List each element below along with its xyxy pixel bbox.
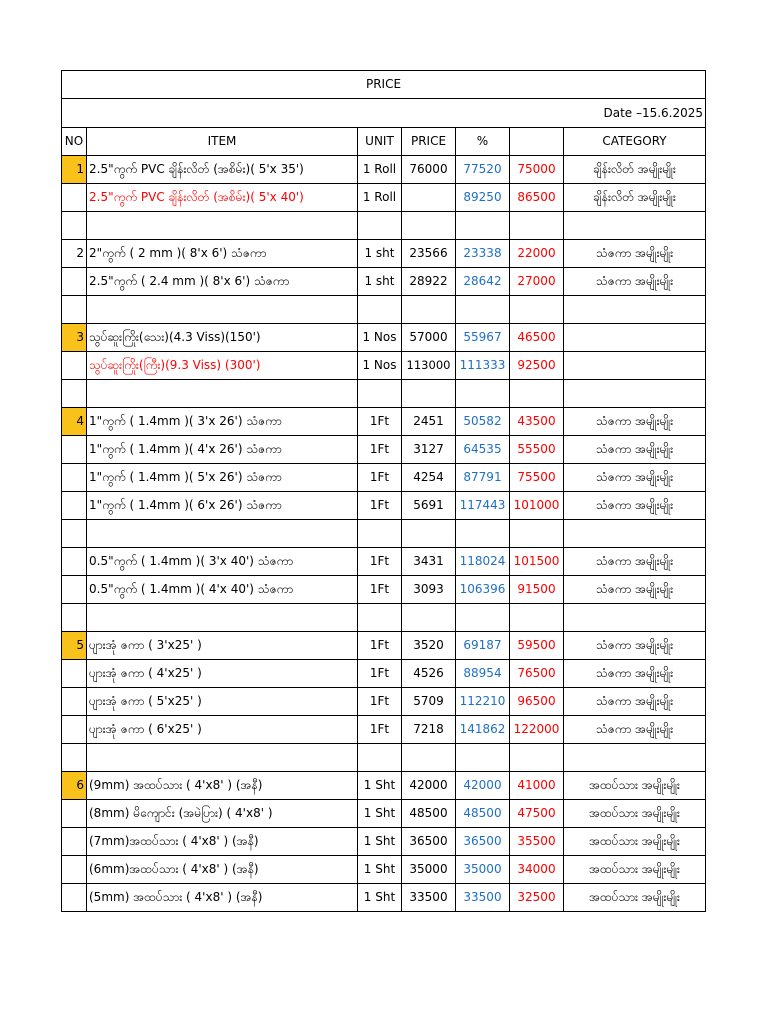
category-cell: သံဇကာ အမျိုးမျိုး	[564, 408, 706, 436]
category-cell: အထပ်သား အမျိုးမျိုး	[564, 828, 706, 856]
item-name: 1"ကွက် ( 1.4mm )( 4'x 26') သံဇကာ	[87, 436, 358, 464]
item-name	[87, 212, 358, 240]
category-cell	[564, 324, 706, 352]
table-row	[62, 800, 706, 828]
discount-price-cell: 47500	[510, 800, 564, 828]
item-name: 2.5"ကွက် ( 2.4 mm )( 8'x 6') သံဇကာ	[87, 268, 358, 296]
row-number	[62, 436, 87, 464]
unit-cell: 1Ft	[358, 492, 402, 520]
discount-price-cell: 22000	[510, 240, 564, 268]
table-row	[62, 352, 706, 380]
category-cell	[564, 212, 706, 240]
percent-price-cell: 48500	[456, 800, 510, 828]
percent-price-cell: 87791	[456, 464, 510, 492]
discount-price-cell: 34000	[510, 856, 564, 884]
price-cell: 35000	[402, 856, 456, 884]
percent-price-cell: 69187	[456, 632, 510, 660]
category-cell	[564, 296, 706, 324]
unit-cell: 1Ft	[358, 688, 402, 716]
unit-cell: 1 Sht	[358, 772, 402, 800]
price-cell	[402, 184, 456, 212]
item-name: (7mm)အထပ်သား ( 4'x8' ) (အနီ)	[87, 828, 358, 856]
table-row	[62, 716, 706, 744]
table-row	[62, 688, 706, 716]
discount-price-cell: 35500	[510, 828, 564, 856]
row-number: 4	[62, 408, 87, 436]
price-cell	[402, 744, 456, 772]
blank-row	[62, 604, 706, 632]
price-cell: 4526	[402, 660, 456, 688]
table-row	[62, 408, 706, 436]
row-number	[62, 576, 87, 604]
price-cell: 113000	[402, 352, 456, 380]
category-cell: သံဇကာ အမျိုးမျိုး	[564, 436, 706, 464]
table-row	[62, 184, 706, 212]
discount-price-cell: 91500	[510, 576, 564, 604]
item-name: 1"ကွက် ( 1.4mm )( 6'x 26') သံဇကာ	[87, 492, 358, 520]
item-name: ပျားအုံ ဇကာ ( 5'x25' )	[87, 688, 358, 716]
item-name: ပျားအုံ ဇကာ ( 6'x25' )	[87, 716, 358, 744]
price-cell: 3520	[402, 632, 456, 660]
unit-cell: 1 Nos	[358, 352, 402, 380]
item-name: 1"ကွက် ( 1.4mm )( 3'x 26') သံဇကာ	[87, 408, 358, 436]
item-name: သွပ်ဆူးကြိုး(ကြီး)(9.3 Viss) (300')	[87, 352, 358, 380]
header-price: PRICE	[402, 128, 456, 156]
unit-cell	[358, 604, 402, 632]
percent-price-cell	[456, 212, 510, 240]
row-number	[62, 520, 87, 548]
unit-cell: 1Ft	[358, 548, 402, 576]
price-cell: 48500	[402, 800, 456, 828]
unit-cell	[358, 212, 402, 240]
discount-price-cell: 55500	[510, 436, 564, 464]
row-number	[62, 604, 87, 632]
percent-price-cell: 35000	[456, 856, 510, 884]
percent-price-cell	[456, 520, 510, 548]
discount-price-cell	[510, 212, 564, 240]
category-cell: သံဇကာ အမျိုးမျိုး	[564, 576, 706, 604]
price-cell: 57000	[402, 324, 456, 352]
percent-price-cell: 23338	[456, 240, 510, 268]
percent-price-cell: 33500	[456, 884, 510, 912]
table-row	[62, 464, 706, 492]
price-cell: 4254	[402, 464, 456, 492]
item-name: (6mm)အထပ်သား ( 4'x8' ) (အနီ)	[87, 856, 358, 884]
unit-cell: 1 sht	[358, 268, 402, 296]
table-row	[62, 884, 706, 912]
percent-price-cell	[456, 380, 510, 408]
row-number	[62, 856, 87, 884]
category-cell: အထပ်သား အမျိုးမျိုး	[564, 800, 706, 828]
row-number	[62, 184, 87, 212]
price-cell	[402, 520, 456, 548]
discount-price-cell: 41000	[510, 772, 564, 800]
unit-cell: 1Ft	[358, 576, 402, 604]
row-number	[62, 464, 87, 492]
item-name: 2.5"ကွက် PVC ချိန်းလိတ် (အစိမ်း)( 5'x 40')	[87, 184, 358, 212]
item-name: ပျားအုံ ဇကာ ( 4'x25' )	[87, 660, 358, 688]
sheet-title: PRICE	[62, 71, 706, 99]
blank-row	[62, 212, 706, 240]
discount-price-cell: 101500	[510, 548, 564, 576]
category-cell: အထပ်သား အမျိုးမျိုး	[564, 884, 706, 912]
unit-cell: 1 Sht	[358, 800, 402, 828]
category-cell: သံဇကာ အမျိုးမျိုး	[564, 240, 706, 268]
discount-price-cell: 92500	[510, 352, 564, 380]
percent-price-cell: 64535	[456, 436, 510, 464]
category-cell: အထပ်သား အမျိုးမျိုး	[564, 772, 706, 800]
price-cell	[402, 212, 456, 240]
item-name	[87, 380, 358, 408]
blank-row	[62, 296, 706, 324]
table-row	[62, 632, 706, 660]
row-number	[62, 688, 87, 716]
percent-price-cell: 106396	[456, 576, 510, 604]
item-name	[87, 744, 358, 772]
item-name: (8mm) မိကျောင်း (အမဲပြား) ( 4'x8' )	[87, 800, 358, 828]
unit-cell: 1 sht	[358, 240, 402, 268]
table-row	[62, 660, 706, 688]
category-cell: သံဇကာ အမျိုးမျိုး	[564, 688, 706, 716]
percent-price-cell: 55967	[456, 324, 510, 352]
discount-price-cell: 43500	[510, 408, 564, 436]
item-name: 2"ကွက် ( 2 mm )( 8'x 6') သံဇကာ	[87, 240, 358, 268]
price-cell: 36500	[402, 828, 456, 856]
unit-cell: 1 Roll	[358, 184, 402, 212]
sheet-date: Date –15.6.2025	[62, 99, 706, 128]
category-cell: သံဇကာ အမျိုးမျိုး	[564, 716, 706, 744]
row-number: 6	[62, 772, 87, 800]
percent-price-cell: 118024	[456, 548, 510, 576]
row-number	[62, 800, 87, 828]
table-row	[62, 856, 706, 884]
unit-cell	[358, 520, 402, 548]
unit-cell: 1 Sht	[358, 828, 402, 856]
discount-price-cell	[510, 520, 564, 548]
unit-cell	[358, 744, 402, 772]
unit-cell: 1 Sht	[358, 856, 402, 884]
row-number	[62, 884, 87, 912]
category-cell: သံဇကာ အမျိုးမျိုး	[564, 660, 706, 688]
percent-price-cell: 77520	[456, 156, 510, 184]
row-number	[62, 716, 87, 744]
item-name	[87, 520, 358, 548]
discount-price-cell: 86500	[510, 184, 564, 212]
unit-cell: 1Ft	[358, 632, 402, 660]
blank-row	[62, 520, 706, 548]
discount-price-cell: 96500	[510, 688, 564, 716]
category-cell: အထပ်သား အမျိုးမျိုး	[564, 856, 706, 884]
item-name: 1"ကွက် ( 1.4mm )( 5'x 26') သံဇကာ	[87, 464, 358, 492]
unit-cell: 1 Nos	[358, 324, 402, 352]
category-cell	[564, 380, 706, 408]
percent-price-cell: 88954	[456, 660, 510, 688]
row-number	[62, 268, 87, 296]
percent-price-cell: 89250	[456, 184, 510, 212]
row-number	[62, 380, 87, 408]
discount-price-cell: 101000	[510, 492, 564, 520]
table-row	[62, 772, 706, 800]
row-number: 5	[62, 632, 87, 660]
table-row	[62, 492, 706, 520]
discount-price-cell	[510, 380, 564, 408]
title-row	[62, 71, 706, 99]
header-extra	[510, 128, 564, 156]
category-cell: ချိန်းလိတ် အမျိုးမျိုး	[564, 184, 706, 212]
table-row	[62, 576, 706, 604]
blank-row	[62, 380, 706, 408]
table-row	[62, 324, 706, 352]
price-cell	[402, 296, 456, 324]
unit-cell: 1Ft	[358, 408, 402, 436]
discount-price-cell	[510, 604, 564, 632]
row-number	[62, 492, 87, 520]
percent-price-cell: 42000	[456, 772, 510, 800]
price-cell: 2451	[402, 408, 456, 436]
price-cell: 23566	[402, 240, 456, 268]
category-cell: သံဇကာ အမျိုးမျိုး	[564, 464, 706, 492]
table-row	[62, 240, 706, 268]
price-cell	[402, 380, 456, 408]
unit-cell: 1 Sht	[358, 884, 402, 912]
header-item: ITEM	[87, 128, 358, 156]
row-number	[62, 352, 87, 380]
table-row	[62, 156, 706, 184]
unit-cell	[358, 380, 402, 408]
discount-price-cell: 59500	[510, 632, 564, 660]
price-cell: 5709	[402, 688, 456, 716]
item-name: (9mm) အထပ်သား ( 4'x8' ) (အနီ)	[87, 772, 358, 800]
category-cell: သံဇကာ အမျိုးမျိုး	[564, 632, 706, 660]
discount-price-cell	[510, 296, 564, 324]
discount-price-cell: 32500	[510, 884, 564, 912]
price-cell: 3127	[402, 436, 456, 464]
row-number	[62, 212, 87, 240]
row-number: 3	[62, 324, 87, 352]
price-cell: 3093	[402, 576, 456, 604]
header-percent: %	[456, 128, 510, 156]
item-name: 2.5"ကွက် PVC ချိန်းလိတ် (အစိမ်း)( 5'x 35')	[87, 156, 358, 184]
table-row	[62, 828, 706, 856]
blank-row	[62, 744, 706, 772]
category-cell: ချိန်းလိတ် အမျိုးမျိုး	[564, 156, 706, 184]
unit-cell: 1Ft	[358, 716, 402, 744]
category-cell: သံဇကာ အမျိုးမျိုး	[564, 548, 706, 576]
item-name: သွပ်ဆူးကြိုး(သေး)(4.3 Viss)(150')	[87, 324, 358, 352]
unit-cell: 1Ft	[358, 660, 402, 688]
category-cell: သံဇကာ အမျိုးမျိုး	[564, 268, 706, 296]
item-name: 0.5"ကွက် ( 1.4mm )( 3'x 40') သံဇကာ	[87, 548, 358, 576]
category-cell: သံဇကာ အမျိုးမျိုး	[564, 492, 706, 520]
unit-cell: 1Ft	[358, 464, 402, 492]
unit-cell	[358, 296, 402, 324]
percent-price-cell	[456, 604, 510, 632]
discount-price-cell: 75000	[510, 156, 564, 184]
discount-price-cell: 46500	[510, 324, 564, 352]
date-row	[62, 99, 706, 128]
price-cell	[402, 604, 456, 632]
price-cell: 76000	[402, 156, 456, 184]
row-number	[62, 660, 87, 688]
category-cell	[564, 352, 706, 380]
discount-price-cell	[510, 744, 564, 772]
row-number: 2	[62, 240, 87, 268]
item-name: ပျားအုံ ဇကာ ( 3'x25' )	[87, 632, 358, 660]
unit-cell: 1Ft	[358, 436, 402, 464]
row-number	[62, 296, 87, 324]
category-cell	[564, 604, 706, 632]
price-cell: 7218	[402, 716, 456, 744]
percent-price-cell: 112210	[456, 688, 510, 716]
discount-price-cell: 76500	[510, 660, 564, 688]
percent-price-cell: 28642	[456, 268, 510, 296]
percent-price-cell: 117443	[456, 492, 510, 520]
price-cell: 28922	[402, 268, 456, 296]
category-cell	[564, 520, 706, 548]
category-cell	[564, 744, 706, 772]
discount-price-cell: 27000	[510, 268, 564, 296]
table-row	[62, 268, 706, 296]
price-cell: 33500	[402, 884, 456, 912]
table-row	[62, 436, 706, 464]
percent-price-cell: 111333	[456, 352, 510, 380]
price-cell: 42000	[402, 772, 456, 800]
percent-price-cell	[456, 296, 510, 324]
item-name	[87, 604, 358, 632]
percent-price-cell: 36500	[456, 828, 510, 856]
percent-price-cell: 50582	[456, 408, 510, 436]
row-number: 1	[62, 156, 87, 184]
item-name: 0.5"ကွက် ( 1.4mm )( 4'x 40') သံဇကာ	[87, 576, 358, 604]
column-header-row	[62, 128, 706, 156]
percent-price-cell	[456, 744, 510, 772]
row-number	[62, 744, 87, 772]
header-no: NO	[62, 128, 87, 156]
header-category: CATEGORY	[564, 128, 706, 156]
percent-price-cell: 141862	[456, 716, 510, 744]
item-name	[87, 296, 358, 324]
item-name: (5mm) အထပ်သား ( 4'x8' ) (အနီ)	[87, 884, 358, 912]
header-unit: UNIT	[358, 128, 402, 156]
discount-price-cell: 75500	[510, 464, 564, 492]
row-number	[62, 828, 87, 856]
price-cell: 5691	[402, 492, 456, 520]
unit-cell: 1 Roll	[358, 156, 402, 184]
row-number	[62, 548, 87, 576]
discount-price-cell: 122000	[510, 716, 564, 744]
price-cell: 3431	[402, 548, 456, 576]
price-table	[61, 70, 706, 912]
table-row	[62, 548, 706, 576]
